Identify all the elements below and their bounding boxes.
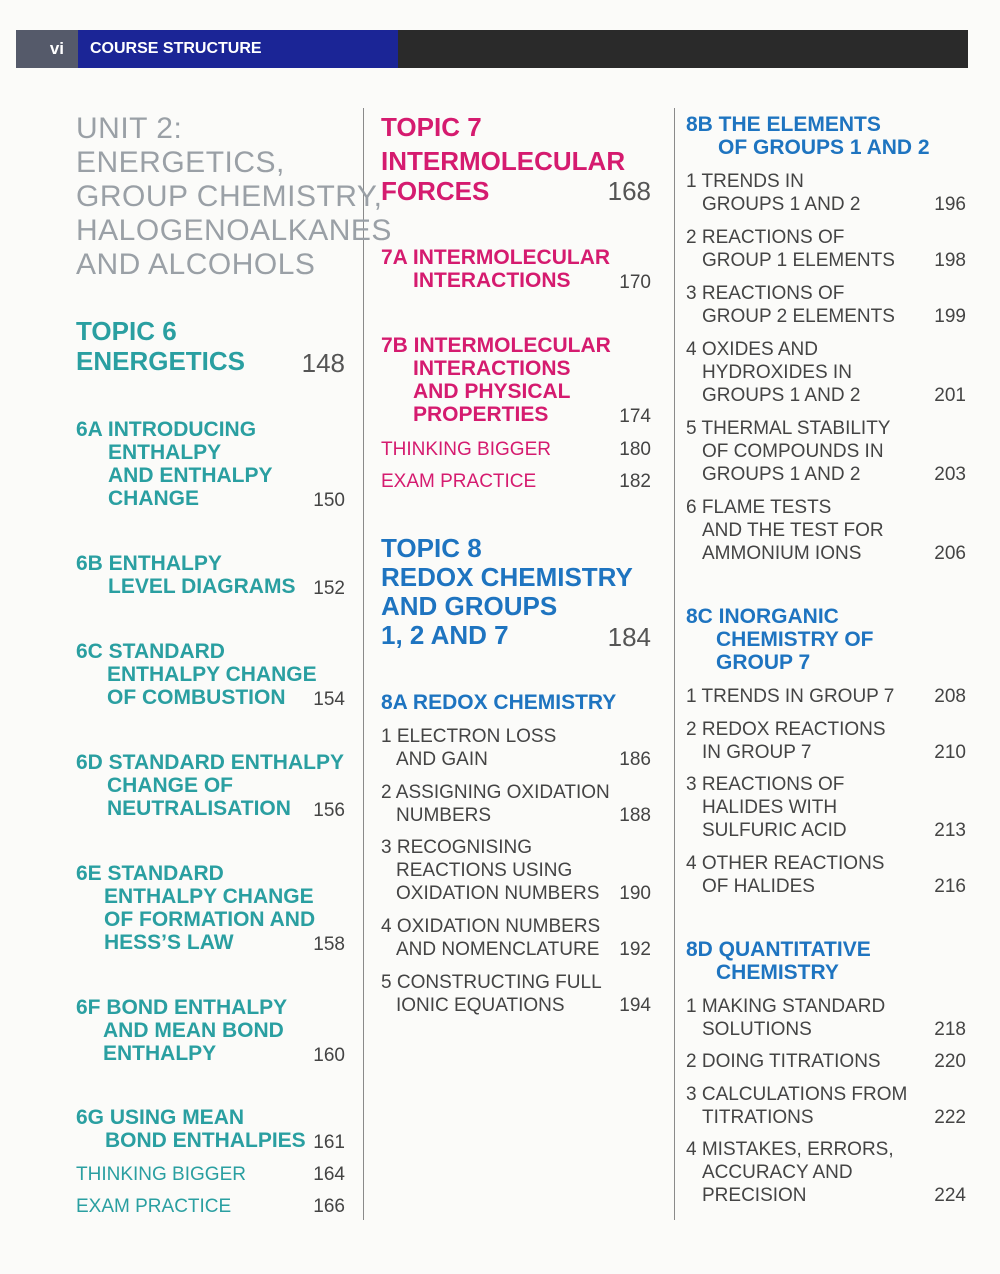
- item-8b-4[interactable]: 4 OXIDES AND HYDROXIDES IN GROUPS 1 AND 2: [686, 339, 861, 406]
- item-8b-2-page: 198: [934, 250, 966, 271]
- section-7a-page: 170: [619, 272, 651, 293]
- item-8b-2[interactable]: 2 REACTIONS OF GROUP 1 ELEMENTS: [686, 227, 895, 271]
- section-6g-page: 161: [313, 1132, 345, 1153]
- unit-title: UNIT 2: ENERGETICS, GROUP CHEMISTRY, HALOGENOALKANES AND ALCOHOLS: [76, 112, 392, 281]
- section-6f[interactable]: 6F BOND ENTHALPY AND MEAN BOND ENTHALPY: [76, 996, 288, 1065]
- item-8b-1-page: 196: [934, 194, 966, 215]
- item-8a-1-page: 186: [619, 749, 651, 770]
- section-6b[interactable]: 6B ENTHALPY LEVEL DIAGRAMS: [76, 552, 296, 598]
- item-8a-2[interactable]: 2 ASSIGNING OXIDATION NUMBERS: [381, 782, 610, 826]
- item-8b-6[interactable]: 6 FLAME TESTS AND THE TEST FOR AMMONIUM IONS: [686, 497, 884, 564]
- item-8b-3-page: 199: [934, 306, 966, 327]
- section-7a[interactable]: 7A INTERMOLECULAR INTERACTIONS: [381, 246, 611, 292]
- section-6e-page: 158: [313, 934, 345, 955]
- section-7b[interactable]: 7B INTERMOLECULAR INTERACTIONS AND PHYSICAL PROPERTIES: [381, 334, 611, 426]
- item-8c-2[interactable]: 2 REDOX REACTIONS IN GROUP 7: [686, 719, 886, 763]
- item-8b-5-page: 203: [934, 464, 966, 485]
- item-8d-3[interactable]: 3 CALCULATIONS FROM TITRATIONS: [686, 1084, 908, 1128]
- page-number: vi: [16, 30, 78, 68]
- topic-6-heading[interactable]: TOPIC 6 ENERGETICS: [76, 316, 246, 376]
- item-8c-1-page: 208: [934, 686, 966, 707]
- item-8b-1[interactable]: 1 TRENDS IN GROUPS 1 AND 2: [686, 171, 861, 215]
- item-8b-4-page: 201: [934, 385, 966, 406]
- thinking-bigger-2-page: 180: [619, 439, 651, 460]
- item-8d-4[interactable]: 4 MISTAKES, ERRORS, ACCURACY AND PRECISION: [686, 1139, 894, 1206]
- item-8c-3[interactable]: 3 REACTIONS OF HALIDES WITH SULFURIC ACID: [686, 774, 847, 841]
- section-6d[interactable]: 6D STANDARD ENTHALPY CHANGE OF NEUTRALISATION: [76, 751, 344, 820]
- section-8d[interactable]: 8D QUANTITATIVE CHEMISTRY: [686, 938, 871, 984]
- item-8a-2-page: 188: [619, 805, 651, 826]
- topic-8-heading[interactable]: TOPIC 8 REDOX CHEMISTRY AND GROUPS 1, 2 AND 7: [381, 533, 633, 650]
- section-6a-page: 150: [313, 490, 345, 511]
- exam-practice-1[interactable]: EXAM PRACTICE: [76, 1196, 232, 1217]
- topic-7-heading[interactable]: TOPIC 7 INTERMOLECULAR FORCES: [381, 112, 626, 206]
- item-8c-1[interactable]: 1 TRENDS IN GROUP 7: [686, 686, 895, 707]
- item-8c-2-page: 210: [934, 742, 966, 763]
- thinking-bigger-1-page: 164: [313, 1164, 345, 1185]
- item-8a-4-page: 192: [619, 939, 651, 960]
- item-8b-3[interactable]: 3 REACTIONS OF GROUP 2 ELEMENTS: [686, 283, 895, 327]
- item-8b-6-page: 206: [934, 543, 966, 564]
- item-8a-3[interactable]: 3 RECOGNISING REACTIONS USING OXIDATION NUMBERS: [381, 837, 600, 904]
- item-8c-4[interactable]: 4 OTHER REACTIONS OF HALIDES: [686, 853, 885, 897]
- topic-8-page: 184: [607, 622, 651, 652]
- item-8a-3-page: 190: [619, 883, 651, 904]
- section-6d-page: 156: [313, 800, 345, 821]
- topic-6-page: 148: [301, 348, 345, 378]
- exam-practice-2[interactable]: EXAM PRACTICE: [381, 471, 537, 492]
- item-8c-3-page: 213: [934, 820, 966, 841]
- section-6b-page: 152: [313, 578, 345, 599]
- section-8a[interactable]: 8A REDOX CHEMISTRY: [381, 691, 617, 714]
- section-6c[interactable]: 6C STANDARD ENTHALPY CHANGE OF COMBUSTION: [76, 640, 317, 709]
- thinking-bigger-1[interactable]: THINKING BIGGER: [76, 1164, 246, 1185]
- item-8d-1-page: 218: [934, 1019, 966, 1040]
- section-8b[interactable]: 8B THE ELEMENTS OF GROUPS 1 AND 2: [686, 113, 930, 159]
- item-8d-3-page: 222: [934, 1107, 966, 1128]
- section-8c[interactable]: 8C INORGANIC CHEMISTRY OF GROUP 7: [686, 605, 874, 674]
- item-8c-4-page: 216: [934, 876, 966, 897]
- item-8a-5[interactable]: 5 CONSTRUCTING FULL IONIC EQUATIONS: [381, 972, 602, 1016]
- section-7b-page: 174: [619, 406, 651, 427]
- item-8a-5-page: 194: [619, 995, 651, 1016]
- section-6e[interactable]: 6E STANDARD ENTHALPY CHANGE OF FORMATION AND HESS’S LAW: [76, 862, 316, 954]
- item-8b-5[interactable]: 5 THERMAL STABILITY OF COMPOUNDS IN GROUPS 1 AND 2: [686, 418, 891, 485]
- item-8a-1[interactable]: 1 ELECTRON LOSS AND GAIN: [381, 726, 557, 770]
- section-6c-page: 154: [313, 689, 345, 710]
- exam-practice-2-page: 182: [619, 471, 651, 492]
- thinking-bigger-2[interactable]: THINKING BIGGER: [381, 439, 551, 460]
- item-8d-2-page: 220: [934, 1051, 966, 1072]
- section-6a[interactable]: 6A INTRODUCING ENTHALPY AND ENTHALPY CHANGE: [76, 418, 273, 510]
- section-6f-page: 160: [313, 1045, 345, 1066]
- section-6g[interactable]: 6G USING MEAN BOND ENTHALPIES: [76, 1106, 306, 1152]
- page-header: [16, 30, 968, 68]
- topic-7-page: 168: [607, 176, 651, 206]
- item-8a-4[interactable]: 4 OXIDATION NUMBERS AND NOMENCLATURE: [381, 916, 601, 960]
- item-8d-4-page: 224: [934, 1185, 966, 1206]
- header-title: COURSE STRUCTURE: [78, 30, 398, 68]
- item-8d-2[interactable]: 2 DOING TITRATIONS: [686, 1051, 881, 1072]
- item-8d-1[interactable]: 1 MAKING STANDARD SOLUTIONS: [686, 996, 886, 1040]
- exam-practice-1-page: 166: [313, 1196, 345, 1217]
- column-divider-right: [674, 108, 675, 1220]
